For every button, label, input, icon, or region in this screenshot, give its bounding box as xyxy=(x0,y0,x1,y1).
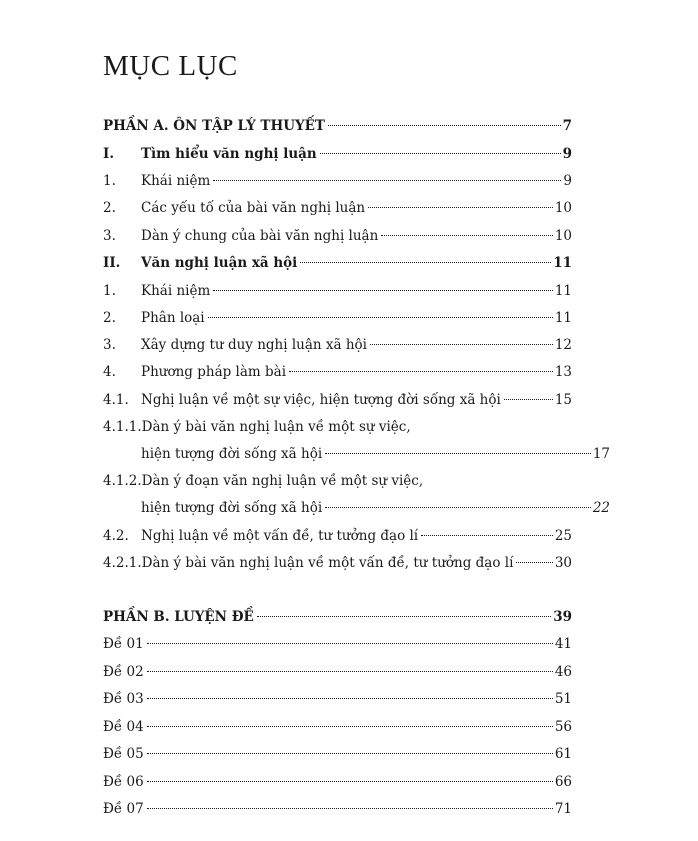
dot-leader xyxy=(147,753,553,754)
dot-leader xyxy=(328,125,561,126)
toc-entry[interactable] xyxy=(103,743,572,765)
toc-entry-page: 25 xyxy=(554,528,572,544)
toc-entry-label: Dàn ý chung của bài văn nghị luận xyxy=(141,228,379,244)
toc-entry-number: 4. xyxy=(103,364,116,380)
toc-entry-number: 4.2.1. xyxy=(103,555,142,571)
toc-entry[interactable] xyxy=(103,361,572,383)
toc-entry[interactable] xyxy=(103,688,572,710)
toc-entry-page: 66 xyxy=(554,774,572,790)
toc-entry[interactable] xyxy=(103,716,572,738)
toc-entry-page: 12 xyxy=(554,337,572,353)
toc-entry-number: 1. xyxy=(103,173,116,189)
dot-leader xyxy=(147,781,553,782)
toc-entry[interactable] xyxy=(103,252,572,274)
toc-entry-number: II. xyxy=(103,255,121,271)
toc-entry[interactable] xyxy=(103,443,610,465)
toc-entry-page: 7 xyxy=(562,118,572,134)
toc-entry[interactable] xyxy=(103,771,572,793)
dot-leader xyxy=(368,207,553,208)
toc-entry-page: 9 xyxy=(563,173,572,189)
dot-leader xyxy=(381,235,553,236)
dot-leader xyxy=(208,317,553,318)
toc-entry[interactable] xyxy=(103,389,572,411)
toc-entry[interactable] xyxy=(103,661,572,683)
toc-entry-label: Văn nghị luận xã hội xyxy=(141,255,298,271)
toc-entry-label: Nghị luận về một sự việc, hiện tượng đời sống xã hội xyxy=(141,392,501,408)
toc-entry[interactable] xyxy=(103,416,572,438)
toc-entry-page: 9 xyxy=(562,146,572,162)
toc-entry[interactable] xyxy=(103,143,572,165)
toc-entry-label: Phân loại xyxy=(141,310,205,326)
toc-entry-label: Phương pháp làm bài xyxy=(141,364,287,380)
toc-entry-label: PHẦN B. LUYỆN ĐỀ xyxy=(103,609,254,625)
toc-entry-label: Đề 02 xyxy=(103,664,144,680)
toc-entry-page: 30 xyxy=(554,555,572,571)
dot-leader xyxy=(147,671,553,672)
toc-entry-label: Dàn ý đoạn văn nghị luận về một sự việc, xyxy=(141,473,424,489)
toc-entry-page: 13 xyxy=(554,364,572,380)
toc-entry-page: 10 xyxy=(554,228,572,244)
toc-entry-page: 17 xyxy=(592,446,610,462)
dot-leader xyxy=(300,262,551,263)
toc-entry[interactable] xyxy=(103,633,572,655)
page-title: MỤC LỤC xyxy=(103,50,238,82)
toc-entry-page: 10 xyxy=(554,200,572,216)
dot-leader xyxy=(147,726,553,727)
toc-entry-page: 39 xyxy=(553,609,572,625)
toc-entry-label: Dàn ý bài văn nghị luận về một sự việc, xyxy=(141,419,411,435)
toc-entry-label: Dàn ý bài văn nghị luận về một vấn đề, tư tưởng đạo lí xyxy=(141,555,514,571)
toc-entry[interactable] xyxy=(103,307,572,329)
toc-entry-label: Tìm hiểu văn nghị luận xyxy=(141,146,317,162)
toc-entry-page: 11 xyxy=(554,310,572,326)
toc-entry-page: 51 xyxy=(554,691,572,707)
toc-entry-label: Đề 05 xyxy=(103,746,144,762)
toc-entry-page: 61 xyxy=(554,746,572,762)
toc-entry-number: 1. xyxy=(103,283,116,299)
toc-entry-label: Đề 07 xyxy=(103,801,144,817)
toc-entry[interactable] xyxy=(103,115,572,137)
toc-entry-page: 71 xyxy=(554,801,572,817)
toc-entry-page: 41 xyxy=(554,636,572,652)
toc-entry-label: PHẦN A. ÔN TẬP LÝ THUYẾT xyxy=(103,118,325,134)
toc-entry-number: 4.1.2. xyxy=(103,473,142,489)
toc-entry-label: Đề 01 xyxy=(103,636,144,652)
toc-entry-label: Đề 03 xyxy=(103,691,144,707)
toc-entry-number: 2. xyxy=(103,310,116,326)
toc-entry-number: 2. xyxy=(103,200,116,216)
toc-entry-page: 11 xyxy=(553,255,572,271)
dot-leader xyxy=(421,535,553,536)
toc-entry[interactable] xyxy=(103,552,572,574)
toc-entry[interactable] xyxy=(103,334,572,356)
toc-entry-number: 4.1. xyxy=(103,392,129,408)
toc-entry-page: 56 xyxy=(554,719,572,735)
dot-leader xyxy=(213,290,553,291)
dot-leader xyxy=(257,616,551,617)
dot-leader xyxy=(147,698,553,699)
dot-leader xyxy=(289,371,553,372)
dot-leader xyxy=(147,808,553,809)
toc-entry-label: Đề 04 xyxy=(103,719,144,735)
toc-entry-number: 4.1.1. xyxy=(103,419,142,435)
toc-entry[interactable] xyxy=(103,225,572,247)
dot-leader xyxy=(147,643,553,644)
toc-entry-page: 46 xyxy=(554,664,572,680)
toc-entry-label: Đề 06 xyxy=(103,774,144,790)
toc-entry-label: hiện tượng đời sống xã hội xyxy=(141,500,323,516)
toc-entry-label: Các yếu tố của bài văn nghị luận xyxy=(141,200,366,216)
toc-entry[interactable] xyxy=(103,606,572,628)
toc-entry-page: 15 xyxy=(554,392,572,408)
toc-entry-label: hiện tượng đời sống xã hội xyxy=(141,446,323,462)
toc-entry[interactable] xyxy=(103,798,572,820)
toc-entry-label: Nghị luận về một vấn đề, tư tưởng đạo lí xyxy=(141,528,419,544)
toc-entry[interactable] xyxy=(103,197,572,219)
toc-entry[interactable] xyxy=(103,280,572,302)
dot-leader xyxy=(320,153,561,154)
dot-leader xyxy=(370,344,553,345)
dot-leader xyxy=(325,507,591,508)
toc-entry[interactable] xyxy=(103,170,572,192)
toc-entry-page: 22 xyxy=(592,500,610,516)
dot-leader xyxy=(516,562,552,563)
dot-leader xyxy=(325,453,591,454)
toc-entry-number: 3. xyxy=(103,337,116,353)
toc-entry[interactable] xyxy=(103,497,610,519)
toc-entry-number: 3. xyxy=(103,228,116,244)
toc-entry-number: I. xyxy=(103,146,115,162)
dot-leader xyxy=(504,399,553,400)
toc-entry-page: 11 xyxy=(554,283,572,299)
toc-entry-label: Khái niệm xyxy=(141,283,211,299)
toc-entry-number: 4.2. xyxy=(103,528,129,544)
toc-entry-label: Khái niệm xyxy=(141,173,211,189)
toc-entry[interactable] xyxy=(103,525,572,547)
toc-entry-label: Xây dựng tư duy nghị luận xã hội xyxy=(141,337,367,353)
toc-entry[interactable] xyxy=(103,470,572,492)
dot-leader xyxy=(213,180,561,181)
